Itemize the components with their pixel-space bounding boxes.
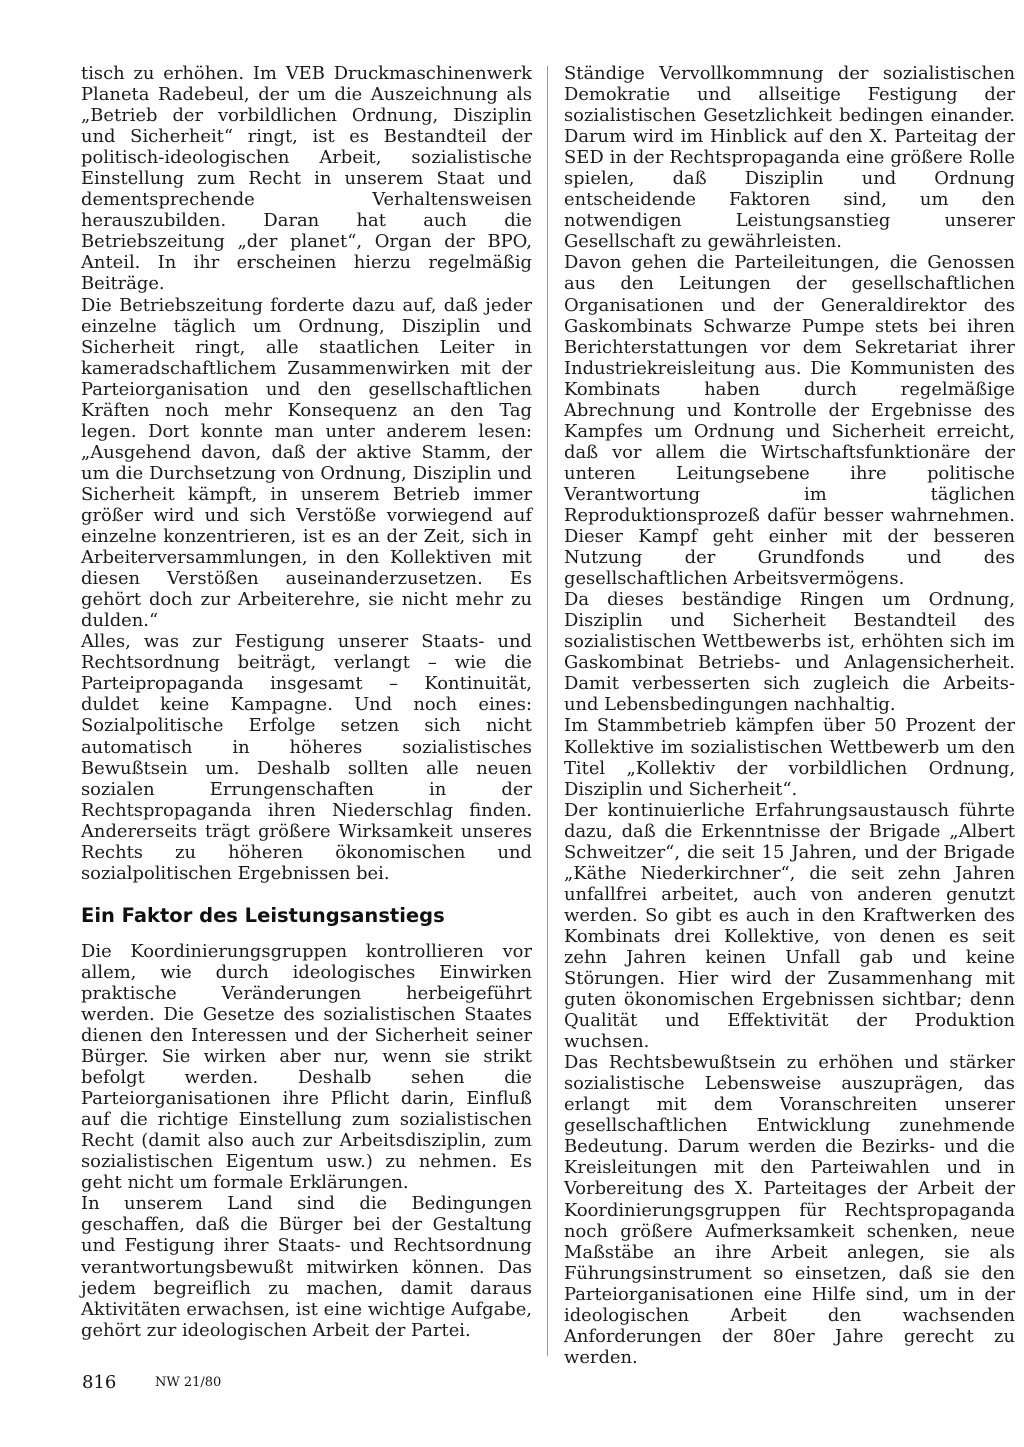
left-column bbox=[81, 63, 532, 1341]
paragraph: Davon gehen die Parteileitungen, die Genossen aus den Leitungen der gesellschaftlichen Organisationen und der Generaldirektor des Gaskombinats Schwarze Pumpe stets bei ihren Berichterstattungen vor dem Sekretariat ihrer Industriekreisleitung aus. Die Kommunisten des Kombinats haben durch regelmäßige Abrechnung und Kontrolle der Ergebnisse des Kampfes um Ordnung und Sicherheit erreicht, daß vor allem die Wirtschaftsfunktionäre der unteren Leitungsebene ihre politische Verantwortung im täglichen Reproduktionsprozeß dafür besser wahrnehmen. Dieser Kampf geht einher mit der besseren Nutzung der Grundfonds und des gesellschaftlichen Arbeitsvermögens. bbox=[564, 252, 1015, 590]
paragraph: Die Betriebszeitung forderte dazu auf, daß jeder einzelne täglich um Ordnung, Disziplin und Sicherheit ringt, alle staatlichen Leiter in kameradschaftlichem Zusammenwirken mit der Parteiorganisation und den gesellschaftlichen Kräften noch mehr Konsequenz an den Tag legen. Dort konnte man unter anderem lesen: „Ausgehend davon, daß der aktive Stamm, der um die Durchsetzung von Ordnung, Disziplin und Sicherheit kämpft, in unserem Betrieb immer größer wird und sich Verstöße vorwiegend auf einzelne konzentrieren, ist es an der Zeit, sich in Arbeiterversammlungen, in den Kollektiven mit diesen Verstößen auseinanderzusetzen. Es gehört doch zur Arbeiterehre, sie nicht mehr zu dulden.“ bbox=[81, 294, 532, 632]
issue-label: NW 21/80 bbox=[155, 1375, 222, 1390]
paragraph: Der kontinuierliche Erfahrungsaustausch führte dazu, daß die Erkenntnisse der Brigade „Albert Schweitzer“, die seit 15 Jahren, und der Brigade „Käthe Niederkirchner“, die seit zehn Jahren unfallfrei arbeitet, auch von anderen genutzt werden. So gibt es auch in den Kraftwerken des Kombinats drei Kollektive, von denen es seit zehn Jahren keinen Unfall gab und keine Störungen. Hier wird der Zusammenhang mit guten ökonomischen Ergebnissen sichtbar; denn Qualität und Effektivität der Produktion wuchsen. bbox=[564, 799, 1015, 1053]
paragraph: Ständige Vervollkommnung der sozialistischen Demokratie und allseitige Festigung der sozialistischen Gesetzlichkeit bedingen einander. Darum wird im Hinblick auf den X. Parteitag der SED in der Rechtspropaganda eine größere Rolle spielen, daß Disziplin und Ordnung entscheidende Faktoren sind, um den notwendigen Leistungsanstieg unserer Gesellschaft zu gewährleisten. bbox=[564, 63, 1015, 253]
right-column bbox=[564, 63, 1015, 1368]
page-number: 816 bbox=[82, 1372, 117, 1393]
paragraph: In unserem Land sind die Bedingungen geschaffen, daß die Bürger bei der Gestaltung und Festigung ihrer Staats- und Rechtsordnung verantwortungsbewußt mitwirken können. Das jedem begreiflich zu machen, damit daraus Aktivitäten erwachsen, ist eine wichtige Aufgabe, gehört zur ideologischen Arbeit der Partei. bbox=[81, 1193, 532, 1341]
paragraph: Da dieses beständige Ringen um Ordnung, Disziplin und Sicherheit Bestandteil des sozialistischen Wettbewerbs ist, erhöhten sich im Gaskombinat Betriebs- und Anlagensicherheit. Damit verbesserten sich zugleich die Arbeits- und Lebensbedingungen nachhaltig. bbox=[564, 589, 1015, 716]
paragraph: Die Koordinierungsgruppen kontrollieren vor allem, wie durch ideologisches Einwirken praktische Veränderungen herbeigeführt werden. Die Gesetze des sozialistischen Staates dienen den Interessen und der Sicherheit seiner Bürger. Sie wirken aber nur, wenn sie strikt befolgt werden. Deshalb sehen die Parteiorganisationen ihre Pflicht darin, Einfluß auf die richtige Einstellung zum sozialistischen Recht (damit also auch zur Arbeitsdisziplin, zum sozialistischen Eigentum usw.) zu nehmen. Es geht nicht um formale Erklärungen. bbox=[81, 940, 532, 1194]
paragraph: tisch zu erhöhen. Im VEB Druckmaschinenwerk Planeta Radebeul, der um die Auszeichnung als „Betrieb der vorbildlichen Ordnung, Disziplin und Sicherheit“ ringt, ist es Bestandteil der politisch-ideologischen Arbeit, sozialistische Einstellung zum Recht in unserem Staat und dementsprechende Verhaltensweisen herauszubilden. Daran hat auch die Betriebszeitung „der planet“, Organ der BPO, Anteil. In ihr erscheinen hierzu regelmäßig Beiträge. bbox=[81, 63, 532, 295]
paragraph: Das Rechtsbewußtsein zu erhöhen und stärker sozialistische Lebensweise auszuprägen, das erlangt mit dem Voranschreiten unserer gesellschaftlichen Entwicklung zunehmende Bedeutung. Darum werden die Bezirks- und die Kreisleitungen mit den Parteiwahlen und in Vorbereitung des X. Parteitages der Arbeit der Koordinierungsgruppen für Rechtspropaganda noch größere Aufmerksamkeit schenken, neue Maßstäbe an ihre Arbeit anlegen, sie als Führungsinstrument so einsetzen, daß sie den Parteiorganisationen eine Hilfe sind, um in der ideologischen Arbeit den wachsenden Anforderungen der 80er Jahre gerecht zu werden. bbox=[564, 1052, 1015, 1368]
column-divider bbox=[547, 66, 548, 1356]
paragraph: Im Stammbetrieb kämpfen über 50 Prozent der Kollektive im sozialistischen Wettbewerb um den Titel „Kollektiv der vorbildlichen Ordnung, Disziplin und Sicherheit“. bbox=[564, 715, 1015, 800]
section-heading: Ein Faktor des Leistungsanstiegs bbox=[81, 903, 445, 927]
paragraph: Alles, was zur Festigung unserer Staats- und Rechtsordnung beiträgt, verlangt – wie die Parteipropaganda insgesamt – Kontinuität, duldet keine Kampagne. Und noch eines: Sozialpolitische Erfolge setzen sich nicht automatisch in höheres sozialistisches Bewußtsein um. Deshalb sollten alle neuen sozialen Errungenschaften in der Rechtspropaganda ihren Niederschlag finden. Andererseits trägt größere Wirksamkeit unseres Rechts zu höheren ökonomischen und sozialpolitischen Ergebnissen bei. bbox=[81, 631, 532, 884]
